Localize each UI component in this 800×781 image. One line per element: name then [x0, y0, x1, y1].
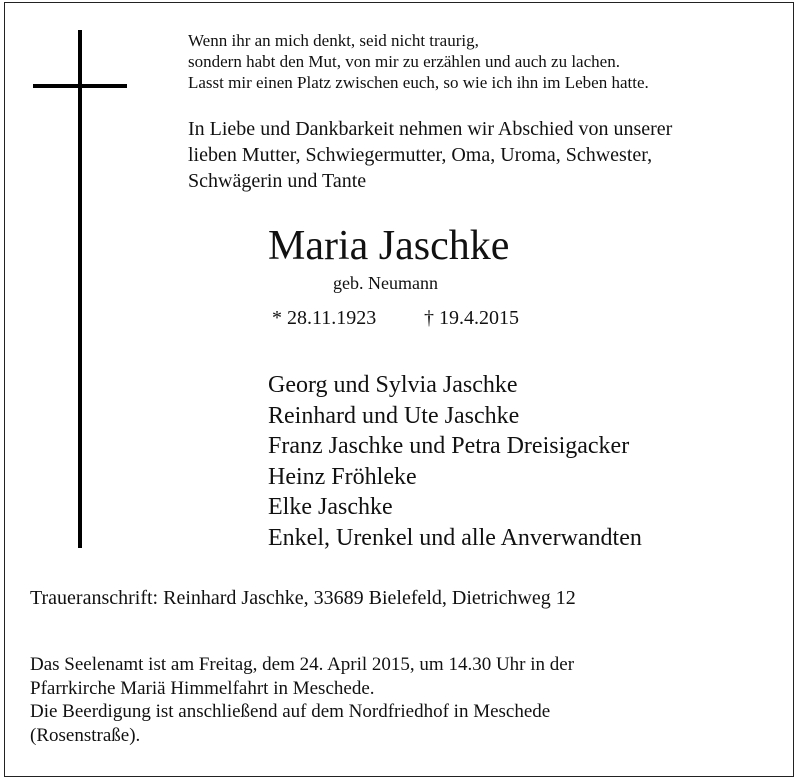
mourning-address: Traueranschrift: Reinhard Jaschke, 33689 Bielefeld, Dietrichweg 12 — [30, 587, 576, 609]
service-line: Die Beerdigung ist anschließend auf dem Nordfriedhof in Meschede — [30, 701, 551, 722]
mourner-item: Enkel, Urenkel und alle Anverwandten — [268, 524, 642, 551]
mourner-item: Georg und Sylvia Jaschke — [268, 372, 518, 398]
service-info — [30, 653, 574, 747]
mourner-item: Reinhard und Ute Jaschke — [268, 402, 520, 429]
farewell-line: Schwägerin und Tante — [188, 170, 367, 192]
death-date: † 19.4.2015 — [424, 307, 519, 329]
poem-line: Wenn ihr an mich denkt, seid nicht traurig, — [188, 31, 479, 50]
poem — [188, 30, 649, 93]
deceased-name: Maria Jaschke — [268, 223, 510, 269]
poem-line: Lasst mir einen Platz zwischen euch, so wie ich ihn im Leben hatte. — [188, 73, 649, 92]
farewell-line: lieben Mutter, Schwiegermutter, Oma, Uroma, Schwester, — [188, 144, 653, 166]
service-line: Pfarrkirche Mariä Himmelfahrt in Meschede. — [30, 677, 375, 699]
mourner-item: Franz Jaschke und Petra Dreisigacker — [268, 433, 630, 459]
cross-vertical-bar — [78, 30, 82, 548]
service-line: (Rosenstraße). — [30, 724, 141, 746]
cross-horizontal-bar — [33, 84, 127, 88]
mourner-item: Heinz Fröhleke — [268, 463, 417, 490]
mourner-item: Elke Jaschke — [268, 494, 393, 520]
service-line: Das Seelenamt ist am Freitag, dem 24. April 2015, um 14.30 Uhr in der — [30, 654, 575, 675]
maiden-name: geb. Neumann — [333, 273, 438, 293]
mourners-list — [268, 370, 642, 553]
birth-date: * 28.11.1923 — [272, 307, 377, 329]
farewell-line: In Liebe und Dankbarkeit nehmen wir Abschied von unserer — [188, 118, 673, 140]
poem-line: sondern habt den Mut, von mir zu erzählen und auch zu lachen. — [188, 52, 620, 71]
farewell-text — [188, 116, 672, 194]
